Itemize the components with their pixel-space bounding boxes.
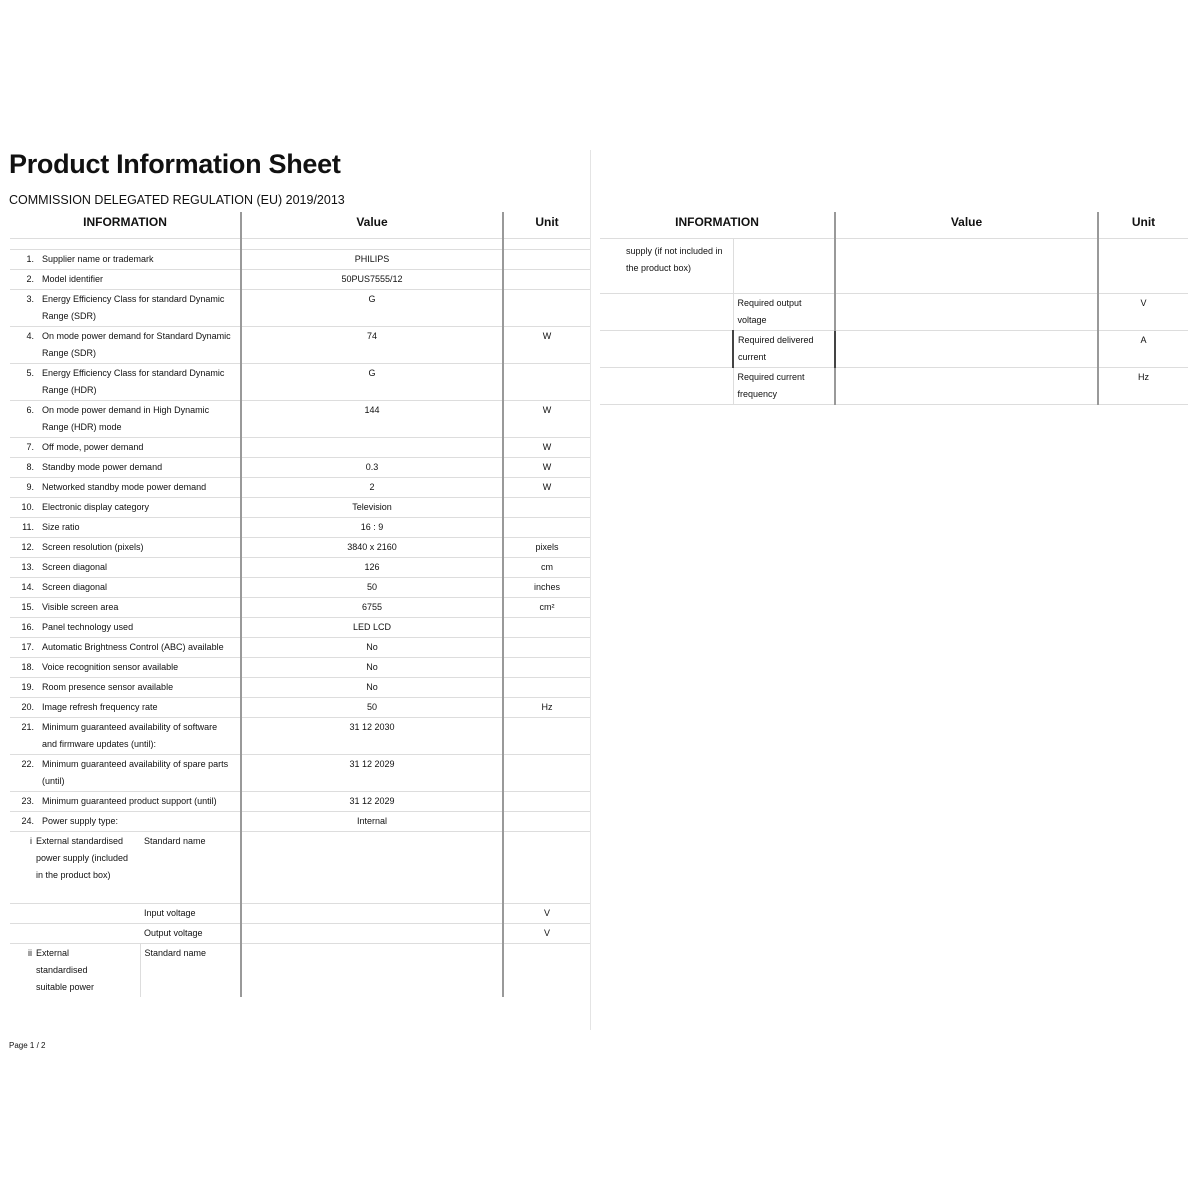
row-label xyxy=(10,678,241,698)
row-label-text: Panel technology used xyxy=(42,622,134,632)
ps-ii-req-frequency: Required current frequency xyxy=(733,368,835,405)
table-row xyxy=(10,458,590,478)
header-value: Value xyxy=(835,212,1098,239)
header-information: INFORMATION xyxy=(10,212,241,239)
table-row xyxy=(10,478,590,498)
table-row xyxy=(10,718,590,755)
row-unit: W xyxy=(503,327,590,364)
row-label-text: Voice recognition sensor available xyxy=(42,662,179,672)
spacer-row xyxy=(10,239,590,250)
row-value: LED LCD xyxy=(241,618,503,638)
row-unit: pixels xyxy=(503,538,590,558)
row-label xyxy=(10,518,241,538)
row-label xyxy=(10,638,241,658)
row-number: 15. xyxy=(21,602,34,612)
row-number: 5. xyxy=(26,368,34,378)
row-value: 50PUS7555/12 xyxy=(241,270,503,290)
row-value: 126 xyxy=(241,558,503,578)
row-unit xyxy=(503,250,590,270)
row-label-text: Off mode, power demand xyxy=(42,442,144,452)
row-label-text: Screen diagonal xyxy=(42,582,108,592)
row-number: 16. xyxy=(21,622,34,632)
row-value: No xyxy=(241,638,503,658)
table-row xyxy=(600,331,1188,368)
row-unit: cm² xyxy=(503,598,590,618)
row-number: 23. xyxy=(21,796,34,806)
row-value: 31 12 2029 xyxy=(241,792,503,812)
ps-ii-label-cont: supply (if not included in the product box) xyxy=(600,239,733,294)
row-label-text: Model identifier xyxy=(42,274,104,284)
ps-i-output-voltage: Output voltage xyxy=(140,924,241,944)
row-number: 9. xyxy=(26,482,34,492)
row-value: 74 xyxy=(241,327,503,364)
row-number: 19. xyxy=(21,682,34,692)
table-row xyxy=(10,250,590,270)
row-label xyxy=(10,755,241,792)
row-unit xyxy=(503,498,590,518)
table-row xyxy=(10,678,590,698)
row-label-text: Energy Efficiency Class for standard Dynamic Range (SDR) xyxy=(42,294,225,321)
row-unit: W xyxy=(503,438,590,458)
row-label xyxy=(10,718,241,755)
row-label xyxy=(10,250,241,270)
row-number: 21. xyxy=(21,722,34,732)
row-value: No xyxy=(241,658,503,678)
row-label-text: Minimum guaranteed availability of spare parts (until) xyxy=(42,759,229,786)
row-label-text: Automatic Brightness Control (ABC) available xyxy=(42,642,224,652)
info-table-right xyxy=(600,212,1188,405)
row-unit xyxy=(503,270,590,290)
header-value: Value xyxy=(241,212,503,239)
row-unit xyxy=(503,678,590,698)
page-divider xyxy=(590,150,591,1030)
row-number: 3. xyxy=(26,294,34,304)
table-row xyxy=(10,498,590,518)
row-label-text: Size ratio xyxy=(42,522,80,532)
row-unit xyxy=(503,618,590,638)
row-label xyxy=(10,290,241,327)
table-row xyxy=(10,698,590,718)
row-value: 3840 x 2160 xyxy=(241,538,503,558)
row-value: 2 xyxy=(241,478,503,498)
row-label xyxy=(10,401,241,438)
row-label xyxy=(10,812,241,832)
row-unit xyxy=(503,518,590,538)
ps-ii-req-current-unit: A xyxy=(1098,331,1188,368)
ps-i-label: i External standardised power supply (included in the product box) xyxy=(10,832,140,904)
regulation-subtitle: COMMISSION DELEGATED REGULATION (EU) 2019/2013 xyxy=(9,193,345,207)
ps-i-input-voltage: Input voltage xyxy=(140,904,241,924)
table-header xyxy=(600,212,1188,239)
ps-ii-req-output-unit: V xyxy=(1098,294,1188,331)
ps-ii-label: ii External standardised suitable power xyxy=(28,948,95,992)
table-row xyxy=(10,658,590,678)
table-row xyxy=(10,904,590,924)
table-row xyxy=(10,327,590,364)
row-unit: W xyxy=(503,401,590,438)
row-number: 1. xyxy=(26,254,34,264)
row-number: 10. xyxy=(21,502,34,512)
row-label xyxy=(10,458,241,478)
row-unit xyxy=(503,638,590,658)
row-value: 31 12 2029 xyxy=(241,755,503,792)
table-row xyxy=(10,618,590,638)
table-row xyxy=(10,538,590,558)
row-value: Television xyxy=(241,498,503,518)
row-value: PHILIPS xyxy=(241,250,503,270)
row-unit: W xyxy=(503,478,590,498)
ps-ii-req-current: Required delivered current xyxy=(733,331,835,368)
table-row xyxy=(10,401,590,438)
ps-ii-req-output-voltage: Required output voltage xyxy=(733,294,835,331)
info-table-left xyxy=(10,212,590,997)
row-label xyxy=(10,698,241,718)
table-row xyxy=(10,438,590,458)
table-row xyxy=(10,558,590,578)
row-label-text: On mode power demand for Standard Dynamic Range (SDR) xyxy=(42,331,231,358)
row-label xyxy=(10,792,241,812)
row-value xyxy=(241,438,503,458)
row-value: G xyxy=(241,364,503,401)
ps-i-standard-name: Standard name xyxy=(140,832,241,904)
row-label xyxy=(10,438,241,458)
row-unit: cm xyxy=(503,558,590,578)
table-row xyxy=(10,364,590,401)
row-label xyxy=(10,658,241,678)
row-label-text: Visible screen area xyxy=(42,602,119,612)
header-information: INFORMATION xyxy=(600,212,835,239)
row-label xyxy=(10,538,241,558)
row-number: 13. xyxy=(21,562,34,572)
row-label xyxy=(10,618,241,638)
ps-i-input-unit: V xyxy=(503,904,590,924)
row-unit xyxy=(503,718,590,755)
row-value: 31 12 2030 xyxy=(241,718,503,755)
row-label xyxy=(10,478,241,498)
row-value: 144 xyxy=(241,401,503,438)
row-label-text: Energy Efficiency Class for standard Dynamic Range (HDR) xyxy=(42,368,225,395)
row-label-text: Electronic display category xyxy=(42,502,150,512)
row-value: 6755 xyxy=(241,598,503,618)
table-row xyxy=(10,638,590,658)
row-number: 11. xyxy=(22,522,34,532)
page-title: Product Information Sheet xyxy=(9,149,341,179)
row-unit xyxy=(503,755,590,792)
row-number: 4. xyxy=(26,331,34,341)
row-label-text: Image refresh frequency rate xyxy=(42,702,158,712)
ps-ii-standard-name: Standard name xyxy=(140,944,241,998)
row-unit: W xyxy=(503,458,590,478)
table-header xyxy=(10,212,590,239)
table-row xyxy=(10,832,590,904)
row-label-text: Minimum guaranteed availability of software and firmware updates (until): xyxy=(42,722,218,749)
row-number: 2. xyxy=(26,274,34,284)
row-unit xyxy=(503,658,590,678)
row-label xyxy=(10,270,241,290)
row-label-text: Minimum guaranteed product support (until) xyxy=(42,796,217,806)
row-value: No xyxy=(241,678,503,698)
row-label-text: On mode power demand in High Dynamic Range (HDR) mode xyxy=(42,405,210,432)
row-label-text: Screen resolution (pixels) xyxy=(42,542,144,552)
row-unit xyxy=(503,364,590,401)
header-unit: Unit xyxy=(503,212,590,239)
table-row xyxy=(10,290,590,327)
row-unit xyxy=(503,792,590,812)
row-label xyxy=(10,498,241,518)
row-value: G xyxy=(241,290,503,327)
row-label-text: Supplier name or trademark xyxy=(42,254,154,264)
row-number: 17. xyxy=(21,642,34,652)
table-row xyxy=(10,755,590,792)
table-row xyxy=(10,792,590,812)
row-label-text: Standby mode power demand xyxy=(42,462,163,472)
table-row xyxy=(10,812,590,832)
row-number: 20. xyxy=(21,702,34,712)
row-number: 22. xyxy=(21,759,34,769)
table-row xyxy=(10,924,590,944)
table-row xyxy=(10,944,590,998)
row-number: 8. xyxy=(26,462,34,472)
row-value: 16 : 9 xyxy=(241,518,503,538)
row-number: 12. xyxy=(21,542,34,552)
row-label-text: Power supply type: xyxy=(42,816,119,826)
row-unit xyxy=(503,290,590,327)
row-unit: inches xyxy=(503,578,590,598)
page-number: Page 1 / 2 xyxy=(9,1041,46,1050)
header-unit: Unit xyxy=(1098,212,1188,239)
table-row xyxy=(10,518,590,538)
row-label-text: Screen diagonal xyxy=(42,562,108,572)
row-number: 14. xyxy=(21,582,34,592)
row-label xyxy=(10,364,241,401)
row-label xyxy=(10,558,241,578)
row-number: 6. xyxy=(26,405,34,415)
row-value: 0.3 xyxy=(241,458,503,478)
row-value: 50 xyxy=(241,578,503,598)
row-unit: Hz xyxy=(503,698,590,718)
row-value: Internal xyxy=(241,812,503,832)
ps-ii-req-frequency-unit: Hz xyxy=(1098,368,1188,405)
row-unit xyxy=(503,812,590,832)
table-row xyxy=(10,578,590,598)
row-value: 50 xyxy=(241,698,503,718)
table-row xyxy=(600,294,1188,331)
table-row xyxy=(600,368,1188,405)
row-label xyxy=(10,578,241,598)
row-number: 18. xyxy=(21,662,34,672)
row-label xyxy=(10,327,241,364)
row-label xyxy=(10,598,241,618)
table-row xyxy=(10,270,590,290)
row-label-text: Networked standby mode power demand xyxy=(42,482,207,492)
row-number: 7. xyxy=(26,442,34,452)
table-row xyxy=(600,239,1188,294)
ps-i-output-unit: V xyxy=(503,924,590,944)
row-number: 24. xyxy=(21,816,34,826)
row-label-text: Room presence sensor available xyxy=(42,682,174,692)
table-row xyxy=(10,598,590,618)
